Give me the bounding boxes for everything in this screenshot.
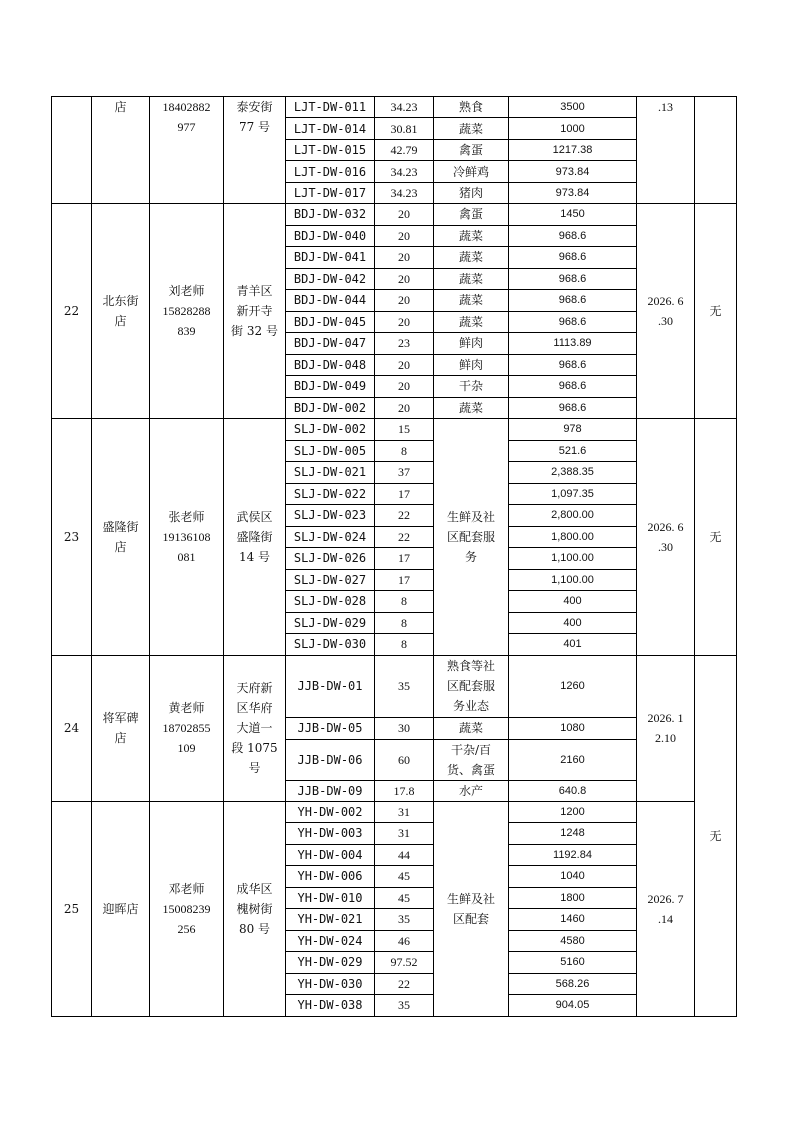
rent-amount-cell: 968.6 [509, 268, 637, 290]
contact-cell: 18402882 977 [150, 97, 224, 204]
rent-amount-cell: 5160 [509, 952, 637, 974]
area-cell: 20 [375, 311, 434, 333]
booth-code-cell: SLJ-DW-029 [286, 612, 375, 634]
area-cell: 17.8 [375, 780, 434, 801]
business-type-cell: 蔬菜 [434, 717, 509, 739]
area-cell: 31 [375, 823, 434, 845]
rent-amount-cell: 968.6 [509, 397, 637, 419]
booth-code-cell: YH-DW-010 [286, 887, 375, 909]
remark-cell: 无 [695, 419, 737, 656]
booth-code-cell: SLJ-DW-021 [286, 462, 375, 484]
booth-code-cell: SLJ-DW-005 [286, 440, 375, 462]
address-cell: 泰安街 77 号 [224, 97, 286, 204]
rent-amount-cell: 3500 [509, 97, 637, 118]
store-name-cell: 迎晖店 [92, 801, 150, 1016]
booth-code-cell: YH-DW-024 [286, 930, 375, 952]
rent-amount-cell: 401 [509, 634, 637, 656]
store-number-cell [52, 97, 92, 204]
rent-amount-cell: 968.6 [509, 225, 637, 247]
booth-code-cell: YH-DW-029 [286, 952, 375, 974]
booth-code-cell: BDJ-DW-040 [286, 225, 375, 247]
contact-cell: 黄老师 18702855 109 [150, 655, 224, 801]
booth-code-cell: YH-DW-003 [286, 823, 375, 845]
area-cell: 46 [375, 930, 434, 952]
remark-cell [695, 97, 737, 204]
expiry-date-cell: 2026. 6 .30 [637, 419, 695, 656]
booth-code-cell: JJB-DW-06 [286, 739, 375, 780]
expiry-date-cell: 2026. 6 .30 [637, 204, 695, 419]
rent-amount-cell: 1460 [509, 909, 637, 931]
business-type-cell: 蔬菜 [434, 118, 509, 140]
booth-code-cell: LJT-DW-015 [286, 140, 375, 161]
rent-amount-cell: 1,097.35 [509, 483, 637, 505]
area-cell: 8 [375, 440, 434, 462]
booth-code-cell: BDJ-DW-042 [286, 268, 375, 290]
address-cell: 青羊区 新开寺 街 32 号 [224, 204, 286, 419]
contact-cell: 刘老师 15828288 839 [150, 204, 224, 419]
business-type-cell: 水产 [434, 780, 509, 801]
area-cell: 35 [375, 995, 434, 1017]
store-number-cell: 22 [52, 204, 92, 419]
address-cell: 成华区 槐树街 80 号 [224, 801, 286, 1016]
booth-code-cell: JJB-DW-09 [286, 780, 375, 801]
remark-cell: 无 [695, 655, 737, 1016]
area-cell: 20 [375, 376, 434, 398]
area-cell: 34.23 [375, 97, 434, 118]
business-type-cell: 蔬菜 [434, 225, 509, 247]
rent-amount-cell: 1000 [509, 118, 637, 140]
area-cell: 34.23 [375, 161, 434, 183]
rent-amount-cell: 1450 [509, 204, 637, 226]
booth-code-cell: BDJ-DW-045 [286, 311, 375, 333]
area-cell: 97.52 [375, 952, 434, 974]
booth-code-cell: SLJ-DW-002 [286, 419, 375, 441]
rent-amount-cell: 2,388.35 [509, 462, 637, 484]
area-cell: 35 [375, 909, 434, 931]
store-name-cell: 将军碑 店 [92, 655, 150, 801]
booth-code-cell: SLJ-DW-024 [286, 526, 375, 548]
address-cell: 天府新 区华府 大道一 段 1075 号 [224, 655, 286, 801]
business-type-cell: 禽蛋 [434, 140, 509, 161]
area-cell: 37 [375, 462, 434, 484]
business-type-cell: 生鲜及社 区配套服 务 [434, 419, 509, 656]
rent-amount-cell: 1260 [509, 655, 637, 717]
booth-code-cell: LJT-DW-016 [286, 161, 375, 183]
area-cell: 44 [375, 844, 434, 866]
area-cell: 20 [375, 268, 434, 290]
table-row [52, 655, 737, 717]
expiry-date-cell: 2026. 1 2.10 [637, 655, 695, 801]
area-cell: 20 [375, 397, 434, 419]
contact-cell: 张老师 19136108 081 [150, 419, 224, 656]
rent-amount-cell: 2160 [509, 739, 637, 780]
area-cell: 42.79 [375, 140, 434, 161]
business-type-cell: 生鲜及社 区配套 [434, 801, 509, 1016]
area-cell: 30 [375, 717, 434, 739]
business-type-cell: 禽蛋 [434, 204, 509, 226]
area-cell: 31 [375, 801, 434, 823]
area-cell: 17 [375, 483, 434, 505]
store-name-cell: 盛隆街 店 [92, 419, 150, 656]
rent-amount-cell: 1192.84 [509, 844, 637, 866]
rent-amount-cell: 1800 [509, 887, 637, 909]
business-type-cell: 鲜肉 [434, 354, 509, 376]
area-cell: 8 [375, 612, 434, 634]
rent-amount-cell: 1,100.00 [509, 548, 637, 570]
business-type-cell: 干杂 [434, 376, 509, 398]
booth-code-cell: YH-DW-030 [286, 973, 375, 995]
booth-code-cell: BDJ-DW-047 [286, 333, 375, 355]
booth-code-cell: JJB-DW-05 [286, 717, 375, 739]
rent-amount-cell: 968.6 [509, 311, 637, 333]
store-number-cell: 24 [52, 655, 92, 801]
rent-amount-cell: 904.05 [509, 995, 637, 1017]
booth-code-cell: BDJ-DW-048 [286, 354, 375, 376]
rent-amount-cell: 1,800.00 [509, 526, 637, 548]
rent-amount-cell: 4580 [509, 930, 637, 952]
rent-amount-cell: 973.84 [509, 183, 637, 204]
area-cell: 22 [375, 973, 434, 995]
area-cell: 45 [375, 887, 434, 909]
business-type-cell: 蔬菜 [434, 290, 509, 312]
area-cell: 45 [375, 866, 434, 888]
business-type-cell: 熟食等社 区配套服 务业态 [434, 655, 509, 717]
business-type-cell: 冷鲜鸡 [434, 161, 509, 183]
rent-amount-cell: 968.6 [509, 354, 637, 376]
rent-amount-cell: 568.26 [509, 973, 637, 995]
rent-amount-cell: 978 [509, 419, 637, 441]
business-type-cell: 干杂/百 货、禽蛋 [434, 739, 509, 780]
area-cell: 15 [375, 419, 434, 441]
rent-amount-cell: 973.84 [509, 161, 637, 183]
booth-code-cell: BDJ-DW-049 [286, 376, 375, 398]
booth-code-cell: YH-DW-021 [286, 909, 375, 931]
area-cell: 20 [375, 247, 434, 269]
booth-code-cell: SLJ-DW-030 [286, 634, 375, 656]
contact-cell: 邓老师 15008239 256 [150, 801, 224, 1016]
rent-amount-cell: 1080 [509, 717, 637, 739]
booth-code-cell: BDJ-DW-002 [286, 397, 375, 419]
rent-amount-cell: 968.6 [509, 376, 637, 398]
booth-code-cell: SLJ-DW-022 [286, 483, 375, 505]
expiry-date-cell: .13 [637, 97, 695, 204]
booth-code-cell: SLJ-DW-026 [286, 548, 375, 570]
store-number-cell: 23 [52, 419, 92, 656]
booth-code-cell: BDJ-DW-044 [286, 290, 375, 312]
area-cell: 35 [375, 655, 434, 717]
area-cell: 17 [375, 569, 434, 591]
area-cell: 60 [375, 739, 434, 780]
rent-amount-cell: 1,100.00 [509, 569, 637, 591]
store-name-cell: 店 [92, 97, 150, 204]
business-type-cell: 蔬菜 [434, 268, 509, 290]
booth-code-cell: BDJ-DW-041 [286, 247, 375, 269]
area-cell: 8 [375, 634, 434, 656]
area-cell: 20 [375, 354, 434, 376]
table-row [52, 97, 737, 118]
rent-amount-cell: 400 [509, 612, 637, 634]
business-type-cell: 蔬菜 [434, 247, 509, 269]
business-type-cell: 蔬菜 [434, 397, 509, 419]
area-cell: 8 [375, 591, 434, 613]
rent-amount-cell: 640.8 [509, 780, 637, 801]
booth-code-cell: LJT-DW-017 [286, 183, 375, 204]
rent-amount-cell: 521.6 [509, 440, 637, 462]
area-cell: 20 [375, 290, 434, 312]
booth-code-cell: YH-DW-002 [286, 801, 375, 823]
booth-code-cell: SLJ-DW-028 [286, 591, 375, 613]
rent-amount-cell: 1217.38 [509, 140, 637, 161]
booth-code-cell: BDJ-DW-032 [286, 204, 375, 226]
area-cell: 22 [375, 505, 434, 527]
business-type-cell: 熟食 [434, 97, 509, 118]
booth-code-cell: YH-DW-004 [286, 844, 375, 866]
rent-amount-cell: 968.6 [509, 247, 637, 269]
booth-code-cell: YH-DW-038 [286, 995, 375, 1017]
expiry-date-cell: 2026. 7 .14 [637, 801, 695, 1016]
store-name-cell: 北东街 店 [92, 204, 150, 419]
rent-amount-cell: 1113.89 [509, 333, 637, 355]
area-cell: 20 [375, 225, 434, 247]
booth-code-cell: YH-DW-006 [286, 866, 375, 888]
booth-code-cell: LJT-DW-014 [286, 118, 375, 140]
area-cell: 34.23 [375, 183, 434, 204]
booth-code-cell: LJT-DW-011 [286, 97, 375, 118]
table-row [52, 801, 737, 823]
rent-amount-cell: 968.6 [509, 290, 637, 312]
lease-table [51, 96, 737, 1017]
table-row [52, 204, 737, 226]
table-row [52, 419, 737, 441]
area-cell: 22 [375, 526, 434, 548]
area-cell: 20 [375, 204, 434, 226]
rent-amount-cell: 1248 [509, 823, 637, 845]
booth-code-cell: JJB-DW-01 [286, 655, 375, 717]
business-type-cell: 鲜肉 [434, 333, 509, 355]
address-cell: 武侯区 盛隆街 14 号 [224, 419, 286, 656]
business-type-cell: 猪肉 [434, 183, 509, 204]
remark-cell: 无 [695, 204, 737, 419]
area-cell: 17 [375, 548, 434, 570]
rent-amount-cell: 400 [509, 591, 637, 613]
business-type-cell: 蔬菜 [434, 311, 509, 333]
area-cell: 23 [375, 333, 434, 355]
store-number-cell: 25 [52, 801, 92, 1016]
booth-code-cell: SLJ-DW-023 [286, 505, 375, 527]
rent-amount-cell: 1200 [509, 801, 637, 823]
booth-code-cell: SLJ-DW-027 [286, 569, 375, 591]
rent-amount-cell: 1040 [509, 866, 637, 888]
area-cell: 30.81 [375, 118, 434, 140]
rent-amount-cell: 2,800.00 [509, 505, 637, 527]
